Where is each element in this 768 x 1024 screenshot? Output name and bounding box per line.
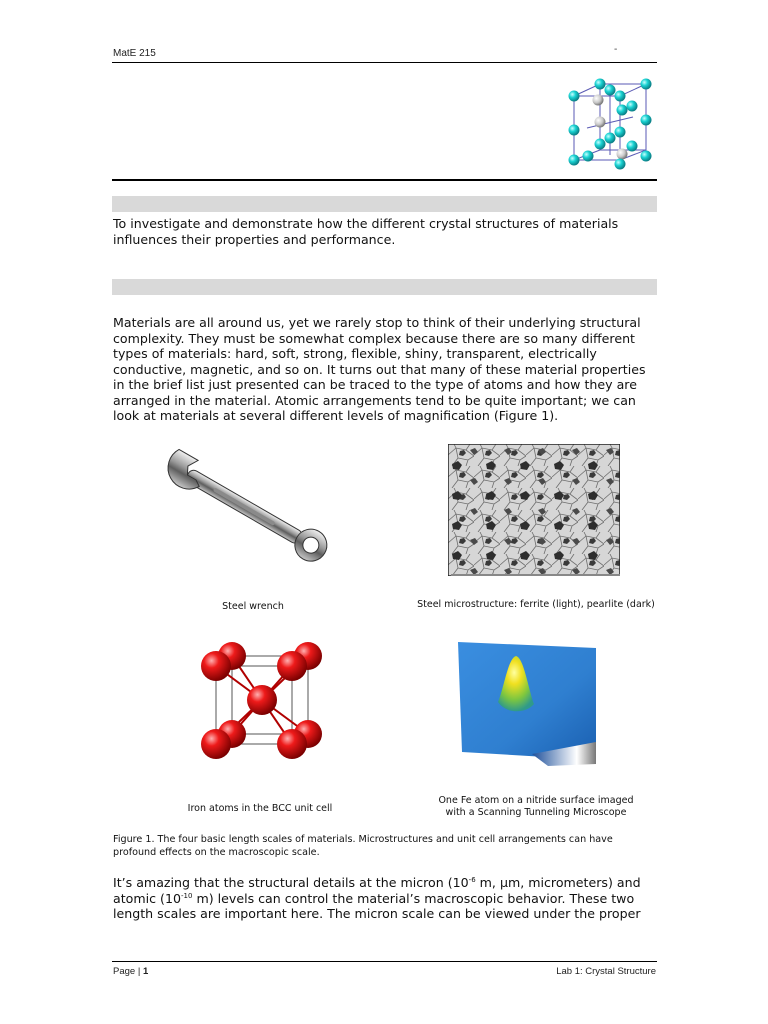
body-line-1 xyxy=(113,875,663,891)
title-rule xyxy=(112,179,657,181)
exponent: -6 xyxy=(468,876,476,884)
steel-wrench-image xyxy=(148,440,348,580)
footer-rule xyxy=(112,961,657,962)
footer-title: Lab 1: Crystal Structure xyxy=(556,966,656,977)
crystal-structure-logo xyxy=(562,72,658,176)
page-label: Page | xyxy=(113,966,143,977)
objective-text: To investigate and demonstrate how the different crystal structures of materials influences their properties and performance. xyxy=(113,216,619,247)
exponent: -10 xyxy=(181,891,193,900)
body-line-2 xyxy=(113,891,663,907)
wrench-caption: Steel wrench xyxy=(222,601,284,612)
page-number xyxy=(113,966,148,977)
body-text: It’s amazing that the structural details at the micron (10 xyxy=(113,875,469,890)
body-paragraph xyxy=(113,875,663,922)
steel-microstructure-image xyxy=(448,444,620,576)
bcc-unit-cell-image xyxy=(196,640,326,764)
header-mark: - xyxy=(614,44,618,55)
figure-1-caption: Figure 1. The four basic length scales of materials. Microstructures and unit cell arrangements can have profound effects on the macroscopic scale. xyxy=(113,834,613,858)
introduction-section-bar xyxy=(112,279,657,295)
bcc-caption: Iron atoms in the BCC unit cell xyxy=(187,803,333,814)
stm-image xyxy=(452,634,602,768)
stm-caption: One Fe atom on a nitride surface imaged with a Scanning Tunneling Microscope xyxy=(438,795,634,818)
microstructure-caption: Steel microstructure: ferrite (light), pearlite (dark) xyxy=(417,599,655,610)
micro-symbol: μ xyxy=(499,875,508,890)
page-number-value: 1 xyxy=(142,966,149,977)
body-text: m) levels can control the material’s macroscopic behavior. These two xyxy=(192,890,635,906)
introduction-text: Materials are all around us, yet we rarely stop to think of their underlying structural complexity. They must be somewhat complex because there are so many different types of materials: hard, soft, strong, flexible, shiny, transparent, electrically conductive, magnetic, and so on. It turns out that many of these material properties in the brief list just presented can be traced to the type of atoms and how they are arranged in the material. Atomic arrangements tend to be quite important; we can look at materials at several different levels of magnification (Figure 1). xyxy=(113,315,646,423)
body-line-3: length scales are important here. The micron scale can be viewed under the proper xyxy=(113,906,641,921)
body-text: m, micrometers) and xyxy=(507,875,641,890)
header-rule xyxy=(112,62,657,63)
body-text: atomic (10 xyxy=(113,890,181,906)
objective-section-bar xyxy=(112,196,657,212)
body-text: m, xyxy=(475,875,500,890)
course-code: MatE 215 xyxy=(113,48,156,59)
